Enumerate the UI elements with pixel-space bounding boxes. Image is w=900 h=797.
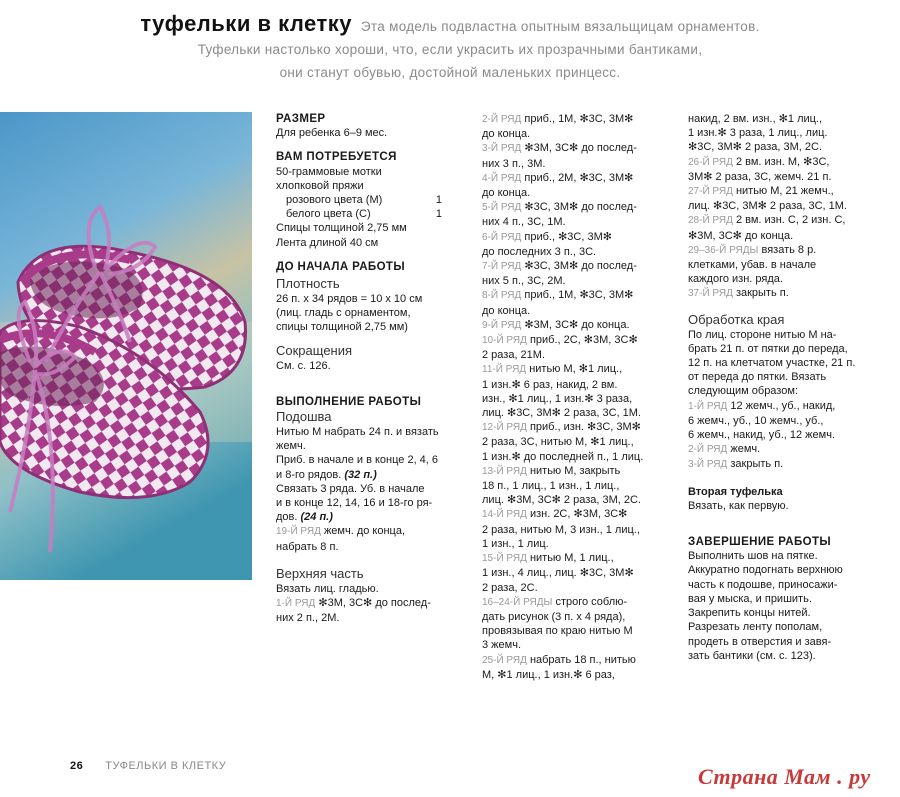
row-number: 4-Й РЯД	[482, 172, 522, 184]
row-text: приб., ✻3С, 3М✻	[524, 230, 612, 243]
page-title: туфельки в клетку	[140, 11, 353, 36]
materials-line: 50-граммовые мотки	[276, 165, 382, 178]
column-3	[688, 112, 873, 663]
row-number: 5-Й РЯД	[482, 202, 522, 214]
edge-line: 6 жемч., накид, уб., 12 жемч.	[688, 429, 836, 442]
row-number: 37-Й РЯД	[688, 288, 733, 300]
row-line: 3 жемч.	[482, 639, 521, 652]
finishing-line: Выполнить шов на пятке.	[688, 550, 818, 563]
subheading-density: Плотность	[276, 276, 340, 292]
edge-line: По лиц. стороне нитью М на-	[688, 328, 837, 341]
edge-line	[688, 457, 873, 472]
subheading-sole: Подошва	[276, 409, 332, 425]
row-line	[482, 464, 670, 479]
row-number: 26-Й РЯД	[688, 156, 733, 168]
row-line: дать рисунок (3 п. х 4 ряда),	[482, 610, 626, 623]
row-line	[688, 286, 873, 301]
row-text: нитью М, ✻1 лиц.,	[529, 363, 623, 376]
row-number: 28-Й РЯД	[688, 215, 733, 227]
row-line	[482, 200, 670, 215]
row-text: нитью М, 21 жемч.,	[735, 185, 834, 198]
row-line: них 4 п., 3С, 1М.	[482, 216, 566, 229]
density-line: 26 п. х 34 рядов = 10 х 10 см	[276, 293, 423, 306]
sole-line: набрать 8 п.	[276, 540, 339, 553]
row-line: до конца.	[482, 304, 531, 317]
heading-before-work: ДО НАЧАЛА РАБОТЫ	[276, 260, 406, 273]
row-number: 1-Й РЯД	[688, 400, 728, 412]
row-line	[482, 333, 670, 348]
row-line: них 3 п., 3М.	[482, 157, 546, 170]
row-line	[482, 288, 670, 303]
row-line: 1 изн.✻ 3 раза, 1 лиц., лиц.	[688, 127, 828, 140]
row-line	[482, 230, 670, 245]
yarn-pink-count: 1	[435, 194, 442, 207]
row-number: 29–36-Й РЯДЫ	[688, 244, 759, 256]
watermark: Страна Мам . ру	[698, 764, 871, 789]
upper-line: Вязать лиц. гладью.	[276, 582, 379, 595]
finishing-line: продеть в отверстия и завя-	[688, 635, 832, 648]
row-text: ✻3М, 3С✻ до конца.	[524, 318, 630, 331]
row-line: 1 изн., 1 лиц.	[482, 537, 549, 550]
row-line: 1 изн.✻ до последней п., 1 лиц.	[482, 450, 644, 463]
row-text: приб., изн. ✻3С, 3М✻	[529, 421, 641, 434]
density-line: спицы толщиной 2,75 мм)	[276, 321, 408, 334]
subheading-edge: Обработка края	[688, 311, 785, 327]
sole-line: жемч.	[276, 440, 306, 453]
materials-line	[276, 207, 448, 221]
row-line: клетками, убав. в начале	[688, 259, 817, 272]
row-number: 27-Й РЯД	[688, 186, 733, 198]
sole-line	[276, 524, 448, 539]
row-line: лиц. ✻3М, 3С✻ 2 раза, 3М, 2С.	[482, 494, 641, 507]
edge-line	[688, 399, 873, 414]
edge-line: брать 21 п. от пятки до переда,	[688, 342, 848, 355]
row-line: до конца.	[482, 128, 531, 141]
row-line: до конца.	[482, 187, 531, 200]
row-line	[688, 155, 873, 170]
row-line: 2 раза, 2С.	[482, 581, 538, 594]
row-text: приб., 1М, ✻3С, 3М✻	[524, 113, 634, 125]
row-line	[482, 171, 670, 186]
sole-text: жемч. до конца,	[323, 525, 406, 538]
density-line: (лиц. гладь с орнаментом,	[276, 307, 411, 320]
row-line	[482, 551, 670, 566]
row-line: 3М✻ 2 раза, 3С, жемч. 21 п.	[688, 170, 832, 183]
upper-line: них 2 п., 2М.	[276, 612, 340, 625]
row-number: 19-Й РЯД	[276, 526, 321, 538]
finishing-line: вая у мыска, и пришить.	[688, 592, 812, 605]
second-bootie-text: Вязать, как первую.	[688, 499, 789, 512]
sole-text: и 8-го рядов.	[276, 468, 342, 481]
row-number: 16–24-Й РЯДЫ	[482, 596, 553, 608]
row-number: 13-Й РЯД	[482, 465, 527, 477]
row-line: каждого изн. ряда.	[688, 273, 783, 286]
row-line: 1 изн., 4 лиц., лиц. ✻3С, 3М✻	[482, 567, 634, 580]
edge-line: от переда до пятки. Вязать	[688, 371, 827, 384]
stitch-count: (24 п.)	[300, 511, 333, 524]
upper-text: ✻3М, 3С✻ до послед-	[318, 597, 431, 610]
sole-line: и в конце 12, 14, 16 и 18-го ря-	[276, 497, 433, 510]
row-line	[482, 259, 670, 274]
row-text: строго соблю-	[555, 595, 628, 608]
row-text: ✻3С, 3М✻ до послед-	[524, 260, 637, 273]
row-line	[482, 318, 670, 333]
row-text: жемч.	[730, 443, 761, 456]
row-line	[482, 420, 670, 435]
row-line: до последних 3 п., 3С.	[482, 245, 597, 258]
row-number: 2-Й РЯД	[688, 444, 728, 456]
subheading-abbreviations: Сокращения	[276, 342, 353, 358]
row-line: лиц. ✻3С, 3М✻ 2 раза, 3С, 1М.	[482, 407, 641, 420]
row-number: 7-Й РЯД	[482, 261, 522, 273]
row-line: провязывая по краю нитью М	[482, 625, 633, 638]
row-line: накид, 2 вм. изн., ✻1 лиц.,	[688, 113, 823, 125]
row-text: 12 жемч., уб., накид,	[730, 399, 836, 412]
row-line: М, ✻1 лиц., 1 изн.✻ 6 раз,	[482, 668, 615, 681]
materials-line: хлопковой пряжи	[276, 179, 364, 192]
sole-text: дов.	[276, 511, 298, 524]
row-number: 2-Й РЯД	[482, 114, 522, 125]
edge-line: 12 п. на клетчатом участке, 21 п.	[688, 357, 856, 370]
row-line: лиц. ✻3С, 3М✻ 2 раза, 3С, 1М.	[688, 200, 847, 213]
row-text: закрыть п.	[735, 287, 789, 300]
row-text: ✻3С, 3М✻ до послед-	[524, 201, 637, 214]
sole-line: Связать 3 ряда. Уб. в начале	[276, 482, 425, 495]
row-number: 9-Й РЯД	[482, 319, 522, 331]
materials-line	[276, 193, 448, 207]
yarn-white-count: 1	[435, 208, 442, 221]
heading-size: РАЗМЕР	[276, 113, 326, 125]
sole-line	[276, 468, 448, 482]
row-number: 6-Й РЯД	[482, 231, 522, 243]
row-number: 25-Й РЯД	[482, 654, 527, 666]
row-line	[482, 653, 670, 668]
row-number: 3-Й РЯД	[482, 143, 522, 155]
row-line: 2 раза, 3С, нитью М, ✻1 лиц.,	[482, 436, 634, 449]
row-line	[688, 184, 873, 199]
row-line: ✻3М, 3С✻ до конца.	[688, 229, 794, 242]
row-number: 8-Й РЯД	[482, 290, 522, 302]
row-text: изн. 2С, ✻3М, 3С✻	[529, 508, 628, 521]
row-line: 1 изн.✻ 6 раз, накид, 2 вм.	[482, 378, 618, 391]
intro-line-3: они станут обувью, достойной маленьких принцесс.	[279, 65, 621, 80]
materials-line: Лента длиной 40 см	[276, 236, 379, 249]
finishing-line: Закрепить концы нитей.	[688, 607, 811, 620]
row-line	[482, 507, 670, 522]
row-line: них 5 п., 3С, 2М.	[482, 275, 566, 288]
row-text: 2 вм. изн. С, 2 изн. С,	[735, 214, 846, 227]
heading-work: ВЫПОЛНЕНИЕ РАБОТЫ	[276, 395, 422, 408]
row-line	[482, 362, 670, 377]
intro-line-2: Туфельки настолько хороши, что, если украсить их прозрачными бантиками,	[197, 42, 703, 57]
row-line: 2 раза, 21М.	[482, 349, 546, 362]
page-footer	[70, 760, 226, 772]
subheading-second-bootie: Вторая туфелька	[688, 485, 783, 498]
edge-line: 6 жемч., уб., 10 жемч., уб.,	[688, 414, 824, 427]
heading-materials: ВАМ ПОТРЕБУЕТСЯ	[276, 151, 397, 164]
column-1	[276, 112, 448, 625]
row-line: ✻3С, 3М✻ 2 раза, 3М, 2С.	[688, 141, 823, 154]
page-header	[0, 12, 900, 84]
finishing-line: зать бантики (см. с. 123).	[688, 649, 816, 662]
finishing-line: Разрезать ленту пополам,	[688, 621, 823, 634]
sole-line: Приб. в начале и в конце 2, 4, 6	[276, 454, 439, 467]
column-2	[482, 112, 670, 682]
row-text: ✻3М, 3С✻ до послед-	[524, 142, 637, 155]
row-line	[688, 213, 873, 228]
sole-line: Нитью М набрать 24 п. и вязать	[276, 426, 439, 439]
row-number: 1-Й РЯД	[276, 598, 316, 610]
page-number: 26	[70, 760, 84, 772]
footer-title: ТУФЕЛЬКИ В КЛЕТКУ	[105, 760, 227, 772]
row-line: 2 раза, нитью М, 3 изн., 1 лиц.,	[482, 523, 640, 536]
row-number: 10-Й РЯД	[482, 335, 527, 347]
heading-finishing: ЗАВЕРШЕНИЕ РАБОТЫ	[688, 536, 832, 549]
row-number: 3-Й РЯД	[688, 459, 728, 471]
row-line	[688, 243, 873, 258]
upper-line	[276, 596, 448, 611]
row-number: 12-Й РЯД	[482, 422, 527, 434]
finishing-line: часть к подошве, приносажи-	[688, 578, 838, 591]
booties-photo	[0, 112, 252, 580]
booties-illustration	[0, 112, 252, 580]
edge-line: следующим образом:	[688, 385, 798, 398]
row-number: 11-Й РЯД	[482, 364, 527, 376]
row-line	[482, 141, 670, 156]
yarn-white: белого цвета (С)	[286, 208, 371, 221]
row-text: 2 вм. изн. М, ✻3С,	[735, 155, 830, 168]
row-text: вязать 8 р.	[761, 243, 817, 256]
row-text: нитью М, 1 лиц.,	[529, 552, 614, 565]
row-text: приб., 2М, ✻3С, 3М✻	[524, 171, 634, 184]
yarn-pink: розового цвета (М)	[286, 194, 383, 207]
row-number: 15-Й РЯД	[482, 553, 527, 565]
subheading-upper: Верхняя часть	[276, 565, 364, 581]
intro-line-1: Эта модель подвластна опытным вязальщицам орнаментов.	[360, 19, 760, 34]
stitch-count: (32 п.)	[344, 468, 377, 481]
row-line	[482, 112, 670, 127]
row-text: приб., 2С, ✻3М, 3С✻	[529, 334, 638, 347]
sole-line	[276, 510, 448, 524]
row-line: изн., ✻1 лиц., 1 изн.✻ 3 раза,	[482, 392, 633, 405]
row-text: нитью М, закрыть	[529, 464, 621, 477]
row-number: 14-Й РЯД	[482, 509, 527, 521]
edge-line	[688, 442, 873, 457]
abbreviations-text: См. с. 126.	[276, 359, 331, 372]
size-text: Для ребенка 6–9 мес.	[276, 127, 388, 140]
row-text: набрать 18 п., нитью	[529, 653, 636, 666]
row-text: закрыть п.	[730, 458, 784, 471]
row-line	[482, 595, 670, 610]
finishing-line: Аккуратно подогнать верхнюю	[688, 564, 843, 577]
row-text: приб., 1М, ✻3С, 3М✻	[524, 289, 634, 302]
row-line: 18 п., 1 лиц., 1 изн., 1 лиц.,	[482, 480, 620, 493]
materials-line: Спицы толщиной 2,75 мм	[276, 222, 407, 235]
